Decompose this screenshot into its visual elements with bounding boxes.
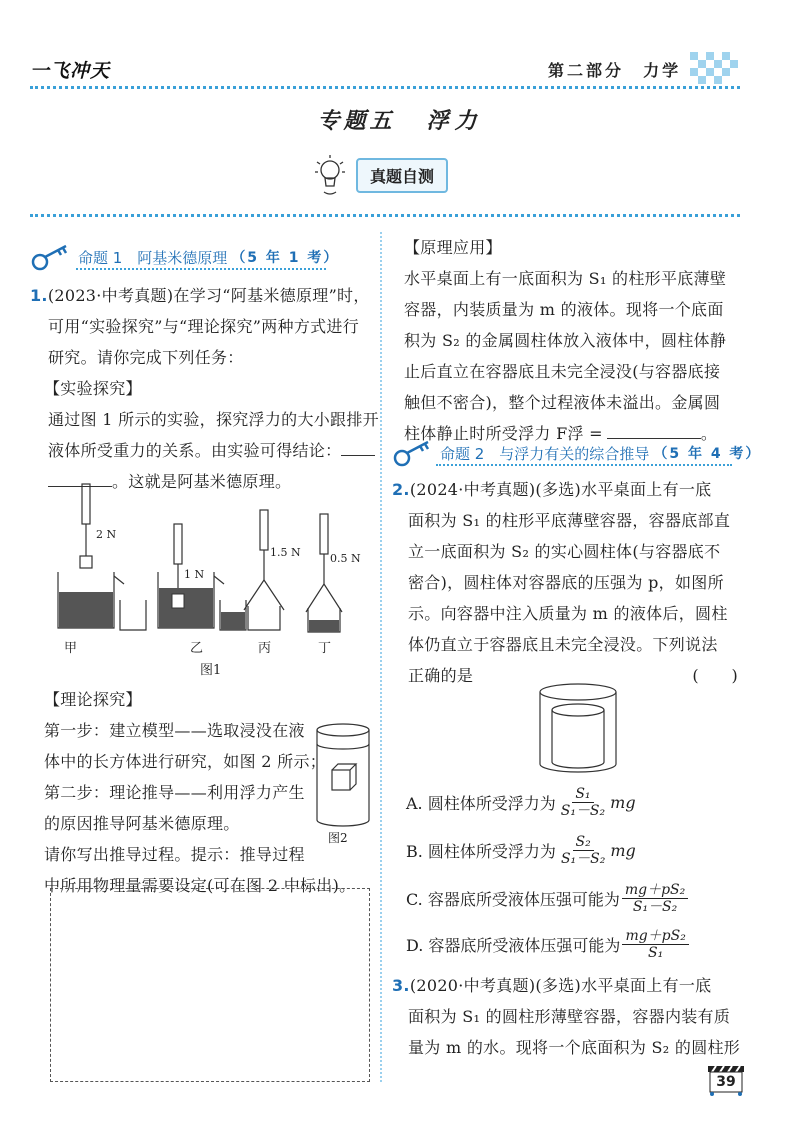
q1-line-2: 可用“实验探究”与“理论探究”两种方式进行 <box>48 317 360 336</box>
header-logo <box>30 56 110 83</box>
theory-line-6: 中所用物理量需要设定(可在图 2 中标出)。 <box>44 876 356 895</box>
q3-text <box>392 970 740 1063</box>
q2-line-7: 正确的是 <box>408 666 474 685</box>
option-d-den: S₁ <box>648 945 664 961</box>
theory-heading: 【理论探究】 <box>44 690 142 709</box>
q2-line-3: 立一底面积为 S₂ 的实心圆柱体(与容器底不 <box>408 542 721 561</box>
option-b-suffix: mg <box>610 841 636 860</box>
section-badge-label: 真题自测 <box>356 158 448 193</box>
q2-line-1: (2024·中考真题)(多选)水平桌面上有一底 <box>409 480 712 499</box>
figure-2 <box>312 720 374 850</box>
theory-line-5: 请你写出推导过程。提示：推导过程 <box>44 845 305 864</box>
q1-line-1: (2023·中考真题)在学习“阿基米德原理”时， <box>47 286 370 305</box>
section-badge <box>312 152 448 198</box>
option-b-num: S₂ <box>573 834 594 851</box>
q2-number: 2. <box>392 480 410 499</box>
figure-1 <box>50 480 370 680</box>
subject-label: 力学 <box>643 61 682 80</box>
page-number: 39 <box>716 1074 736 1090</box>
header-checker-decoration <box>690 52 740 86</box>
option-b-prefix: B. 圆柱体所受浮力为 <box>406 842 556 861</box>
conclusion-blank-1[interactable] <box>341 437 375 456</box>
lightbulb-icon <box>312 152 348 198</box>
title-topic: 专题五 <box>317 108 396 134</box>
page-title <box>0 104 800 135</box>
theory-line-2: 体中的长方体进行研究，如图 2 所示； <box>44 752 327 771</box>
option-b-den: S₁－S₂ <box>560 851 606 867</box>
q2-text <box>392 474 738 691</box>
section-divider <box>30 214 740 217</box>
topic2-underline <box>436 464 732 466</box>
topic1-years: （5 年 1 考） <box>231 250 340 266</box>
logo-text: 一飞冲天 <box>30 60 111 82</box>
q2-line-6: 体仍直立于容器底且未完全浸没。下列说法 <box>408 635 718 654</box>
application-line-1: 水平桌面上有一底面积为 S₁ 的柱形平底薄壁 <box>404 269 727 288</box>
application-line-3: 积为 S₂ 的金属圆柱体放入液体中，圆柱体静 <box>404 331 727 350</box>
option-c-den: S₁－S₂ <box>632 899 678 915</box>
application-last: 柱体静止时所受浮力 F浮 = <box>404 424 603 443</box>
reading-jia: 2 N <box>96 528 117 541</box>
q2-line-4: 密合)，圆柱体对容器底的压强为 p，如图所 <box>408 573 724 592</box>
theory-line-1: 第一步：建立模型——选取浸没在液 <box>44 721 305 740</box>
figure-1-drawing <box>50 480 370 680</box>
option-d[interactable] <box>406 928 691 961</box>
theory-line-4: 的原因推导阿基米德原理。 <box>44 814 240 833</box>
option-c-num: mg＋pS₂ <box>622 882 688 899</box>
q3-line-3: 量为 m 的水。现将一个底面积为 S₂ 的圆柱形 <box>408 1038 741 1057</box>
header-divider <box>30 86 740 89</box>
reading-yi: 1 N <box>184 568 205 581</box>
theory-line-3: 第二步：理论推导——利用浮力产生 <box>44 783 305 802</box>
option-a-suffix: mg <box>610 793 636 812</box>
option-c-prefix: C. 容器底所受液体压强可能为 <box>406 890 620 909</box>
q2-line-2: 面积为 S₁ 的柱形平底薄壁容器，容器底部直 <box>408 511 731 530</box>
part-title: 第二部分 <box>548 61 625 80</box>
q1-number: 1. <box>30 286 48 305</box>
option-d-fraction <box>622 928 688 961</box>
option-a-prefix: A. 圆柱体所受浮力为 <box>406 794 556 813</box>
page-number-badge <box>706 1064 746 1096</box>
reading-bing: 1.5 N <box>270 546 301 559</box>
application-line-5: 触但不密合)，整个过程液体未溢出。金属圆 <box>404 393 721 412</box>
exp-line-1: 通过图 1 所示的实验，探究浮力的大小跟排开 <box>48 410 379 429</box>
header-part <box>548 58 681 81</box>
application-line-4: 止后直立在容器底且未完全浸没(与容器底接 <box>404 362 721 381</box>
title-name: 浮力 <box>426 108 483 134</box>
label-ding: 丁 <box>318 641 332 656</box>
label-yi: 乙 <box>190 641 204 656</box>
option-a-fraction <box>558 786 608 819</box>
answer-box[interactable] <box>50 888 370 1082</box>
buoyancy-blank[interactable] <box>607 420 701 439</box>
exp-line-3: 。这就是阿基米德原理。 <box>112 472 292 491</box>
q3-line-1: (2020·中考真题)(多选)水平桌面上有一底 <box>409 976 712 995</box>
label-bing: 丙 <box>258 641 272 656</box>
topic2-years: （5 年 4 考） <box>653 446 762 462</box>
topic1-label: 命题 1 阿基米德原理 <box>78 248 228 267</box>
topic1-underline <box>76 268 326 270</box>
option-b-fraction <box>558 834 608 867</box>
topic2-label: 命题 2 与浮力有关的综合推导 <box>440 444 650 463</box>
reading-ding: 0.5 N <box>330 552 361 565</box>
application-heading: 【原理应用】 <box>404 238 502 257</box>
application-line-2: 容器，内装质量为 m 的液体。现将一个底面 <box>404 300 724 319</box>
option-a[interactable] <box>406 786 636 819</box>
q3-line-2: 面积为 S₁ 的圆柱形薄壁容器，容器内装有质 <box>408 1007 731 1026</box>
key-icon <box>30 242 74 272</box>
option-c-fraction <box>622 882 688 915</box>
q1-text <box>30 280 379 497</box>
q2-answer-paren[interactable]: ( ) <box>692 666 738 685</box>
column-divider <box>380 232 382 1082</box>
option-c[interactable] <box>406 882 690 915</box>
option-d-num: mg＋pS₂ <box>622 928 688 945</box>
q2-figure <box>536 680 620 780</box>
option-d-prefix: D. 容器底所受液体压强可能为 <box>406 936 621 955</box>
q2-line-5: 示。向容器中注入质量为 m 的液体后，圆柱 <box>408 604 728 623</box>
exp-line-2: 液体所受重力的关系。由实验可得结论： <box>48 441 342 460</box>
q1-line-3: 研究。请你完成下列任务： <box>48 348 244 367</box>
option-b[interactable] <box>406 834 636 867</box>
label-jia: 甲 <box>64 641 78 656</box>
exp-heading: 【实验探究】 <box>44 379 142 398</box>
option-a-num: S₁ <box>572 786 593 803</box>
key-icon-2 <box>392 438 436 468</box>
q3-number: 3. <box>392 976 410 995</box>
fig2-caption: 图2 <box>328 831 348 845</box>
application-text: 【原理应用】 水平桌面上有一底面积为 S₁ 的柱形平底薄壁 容器，内装质量为 m 的液体。现将一个底面 积为 S₂ 的金属圆柱体放入液体中，圆柱体静 止后直立在容器底且未完全浸没(与容器底接 触但不密合)，整个过程液体未溢出。金属圆 柱体静止时所受浮力 F浮 = 。 <box>404 232 726 449</box>
fig1-caption: 图1 <box>200 663 222 678</box>
theory-text <box>44 684 355 901</box>
option-a-den: S₁－S₂ <box>560 803 606 819</box>
